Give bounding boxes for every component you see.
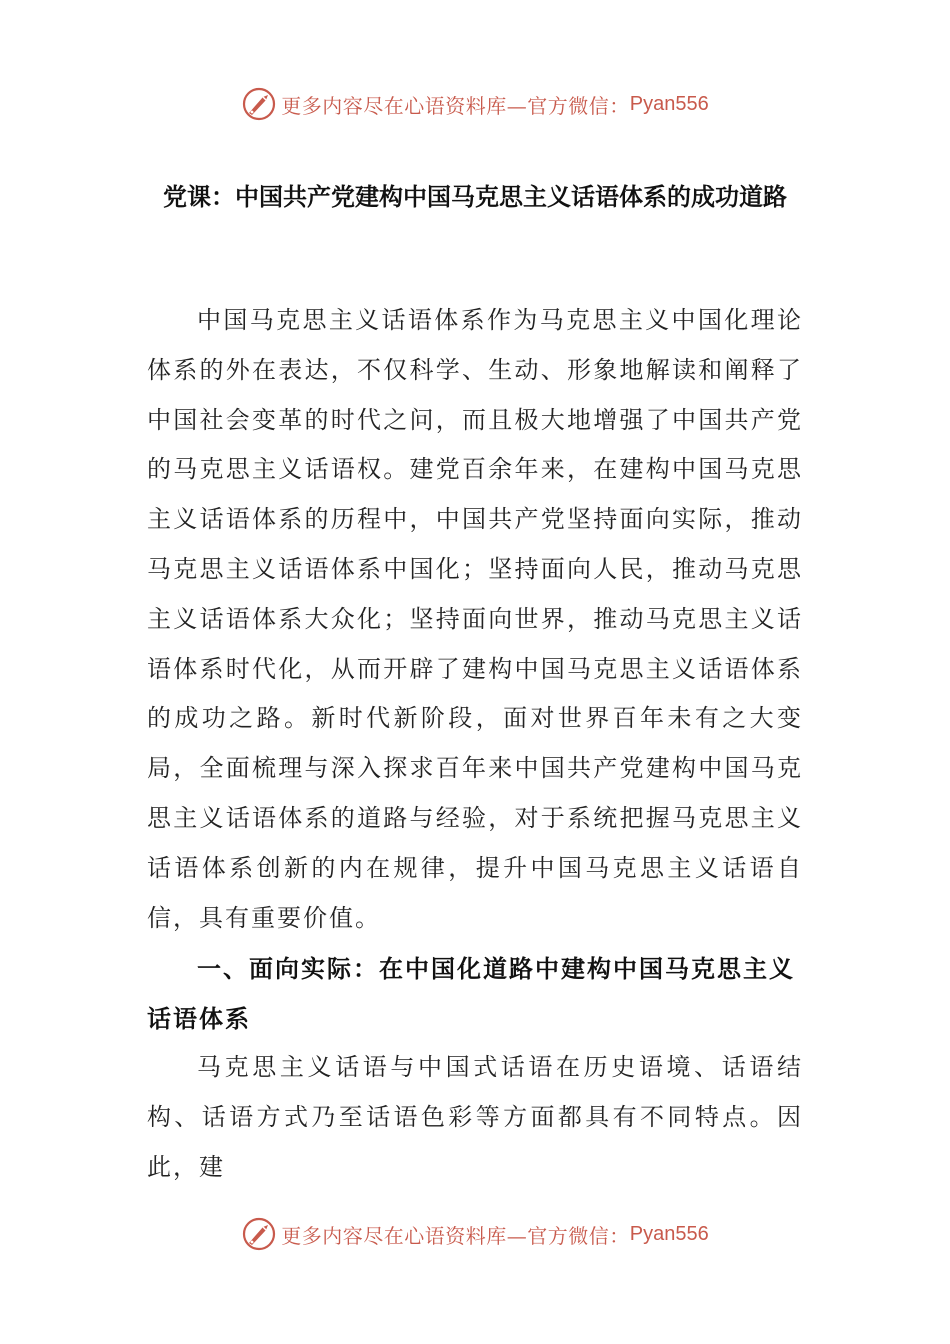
header-watermark — [0, 82, 950, 126]
body-paragraph-intro: 中国马克思主义话语体系作为马克思主义中国化理论体系的外在表达，不仅科学、生动、形象地解读和阐释了中国社会变革的时代之问，而且极大地增强了中国共产党的马克思主义话语权。建党百余年来，在建构中国马克思主义话语体系的历程中，中国共产党坚持面向实际，推动马克思主义话语体系中国化；坚持面向人民，推动马克思主义话语体系大众化；坚持面向世界，推动马克思主义话语体系时代化，从而开辟了建构中国马克思主义话语体系的成功之路。新时代新阶段，面对世界百年未有之大变局，全面梳理与深入探求百年来中国共产党建构中国马克思主义话语体系的道路与经验，对于系统把握马克思主义话语体系创新的内在规律，提升中国马克思主义话语自信，具有重要价值。 — [147, 306, 803, 932]
section-heading-1: 一、面向实际：在中国化道路中建构中国马克思主义话语体系 — [147, 954, 795, 1033]
footer-watermark — [0, 1212, 950, 1256]
pen-nib-circle-icon — [241, 1216, 277, 1252]
body-paragraph-section-1: 马克思主义话语与中国式话语在历史语境、话语结构、话语方式乃至话语色彩等方面都具有不同特点。因此，建 — [147, 1053, 803, 1181]
watermark-wechat-id: Pyan556 — [629, 1222, 709, 1245]
watermark-text: 更多内容尽在心语资料库—官方微信： — [281, 1223, 630, 1248]
document-title: 党课：中国共产党建构中国马克思主义话语体系的成功道路 — [163, 182, 787, 211]
pen-nib-circle-icon — [241, 86, 277, 122]
watermark-wechat-id: Pyan556 — [629, 92, 709, 115]
watermark-text: 更多内容尽在心语资料库—官方微信： — [281, 93, 630, 118]
